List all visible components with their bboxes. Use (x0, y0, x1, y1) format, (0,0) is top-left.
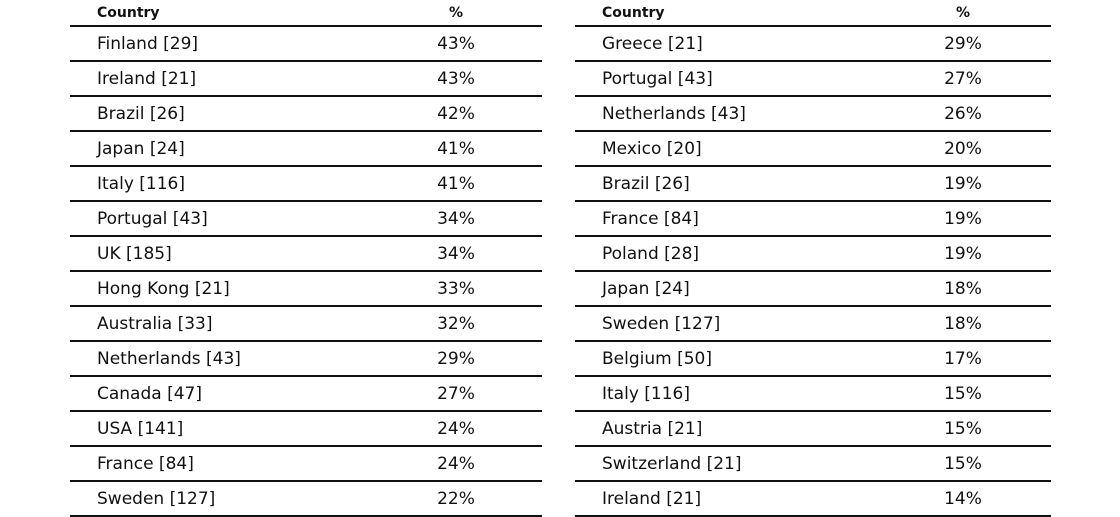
table-row (575, 481, 1051, 516)
table-row (575, 166, 1051, 201)
country-cell: Sweden [127] (70, 481, 370, 516)
country-cell: Italy [116] (575, 376, 875, 411)
percent-cell: 41% (370, 166, 542, 201)
table-row (70, 166, 542, 201)
table-row (70, 411, 542, 446)
country-cell: Australia [33] (70, 306, 370, 341)
table-body (70, 26, 542, 516)
table-row (575, 201, 1051, 236)
table-row (70, 61, 542, 96)
percent-cell: 43% (370, 26, 542, 61)
percent-cell: 29% (370, 341, 542, 376)
percent-cell: 20% (875, 131, 1051, 166)
table-header-row (70, 0, 542, 26)
percent-cell: 34% (370, 201, 542, 236)
table-row (70, 376, 542, 411)
percent-cell: 32% (370, 306, 542, 341)
percent-cell: 17% (875, 341, 1051, 376)
country-cell: Sweden [127] (575, 306, 875, 341)
country-cell: Mexico [20] (575, 131, 875, 166)
table-row (70, 236, 542, 271)
percent-cell: 19% (875, 201, 1051, 236)
table-row (575, 341, 1051, 376)
country-cell: USA [141] (70, 411, 370, 446)
country-cell: Austria [21] (575, 411, 875, 446)
percent-cell: 43% (370, 61, 542, 96)
table-row (70, 481, 542, 516)
percent-cell: 19% (875, 166, 1051, 201)
country-column-header: Country (575, 0, 875, 26)
percent-cell: 19% (875, 236, 1051, 271)
percent-cell: 18% (875, 271, 1051, 306)
country-cell: Portugal [43] (575, 61, 875, 96)
table-row (575, 446, 1051, 481)
table-row (70, 446, 542, 481)
table-row (70, 341, 542, 376)
table-row (575, 271, 1051, 306)
country-table-left (70, 0, 542, 517)
percent-cell: 24% (370, 411, 542, 446)
percent-cell: 15% (875, 376, 1051, 411)
percent-cell: 22% (370, 481, 542, 516)
percent-cell: 42% (370, 96, 542, 131)
table-header-row (575, 0, 1051, 26)
percent-cell: 41% (370, 131, 542, 166)
table-row (575, 61, 1051, 96)
percent-column-header: % (370, 0, 542, 26)
country-cell: Brazil [26] (70, 96, 370, 131)
country-cell: France [84] (575, 201, 875, 236)
table-row (70, 271, 542, 306)
country-cell: Canada [47] (70, 376, 370, 411)
table-body (575, 26, 1051, 516)
country-cell: Poland [28] (575, 236, 875, 271)
country-cell: France [84] (70, 446, 370, 481)
table-row (575, 131, 1051, 166)
country-table-right (575, 0, 1051, 517)
percent-cell: 18% (875, 306, 1051, 341)
country-cell: Italy [116] (70, 166, 370, 201)
table-row (70, 96, 542, 131)
percent-cell: 33% (370, 271, 542, 306)
percent-cell: 15% (875, 411, 1051, 446)
percent-cell: 27% (370, 376, 542, 411)
percent-cell: 29% (875, 26, 1051, 61)
country-column-header: Country (70, 0, 370, 26)
country-cell: UK [185] (70, 236, 370, 271)
country-cell: Ireland [21] (575, 481, 875, 516)
table-row (575, 306, 1051, 341)
percent-cell: 14% (875, 481, 1051, 516)
country-cell: Portugal [43] (70, 201, 370, 236)
country-cell: Netherlands [43] (575, 96, 875, 131)
country-cell: Greece [21] (575, 26, 875, 61)
country-cell: Hong Kong [21] (70, 271, 370, 306)
country-cell: Belgium [50] (575, 341, 875, 376)
table-row (70, 131, 542, 166)
country-cell: Finland [29] (70, 26, 370, 61)
table-row (70, 306, 542, 341)
table-row (70, 26, 542, 61)
percent-cell: 34% (370, 236, 542, 271)
country-cell: Switzerland [21] (575, 446, 875, 481)
percent-cell: 15% (875, 446, 1051, 481)
table-row (575, 236, 1051, 271)
percent-cell: 27% (875, 61, 1051, 96)
table-row (575, 96, 1051, 131)
table-row (575, 411, 1051, 446)
percent-column-header: % (875, 0, 1051, 26)
country-cell: Brazil [26] (575, 166, 875, 201)
table-row (575, 26, 1051, 61)
country-cell: Japan [24] (70, 131, 370, 166)
table-row (70, 201, 542, 236)
percent-cell: 24% (370, 446, 542, 481)
country-cell: Japan [24] (575, 271, 875, 306)
country-cell: Netherlands [43] (70, 341, 370, 376)
country-cell: Ireland [21] (70, 61, 370, 96)
percent-cell: 26% (875, 96, 1051, 131)
table-row (575, 376, 1051, 411)
